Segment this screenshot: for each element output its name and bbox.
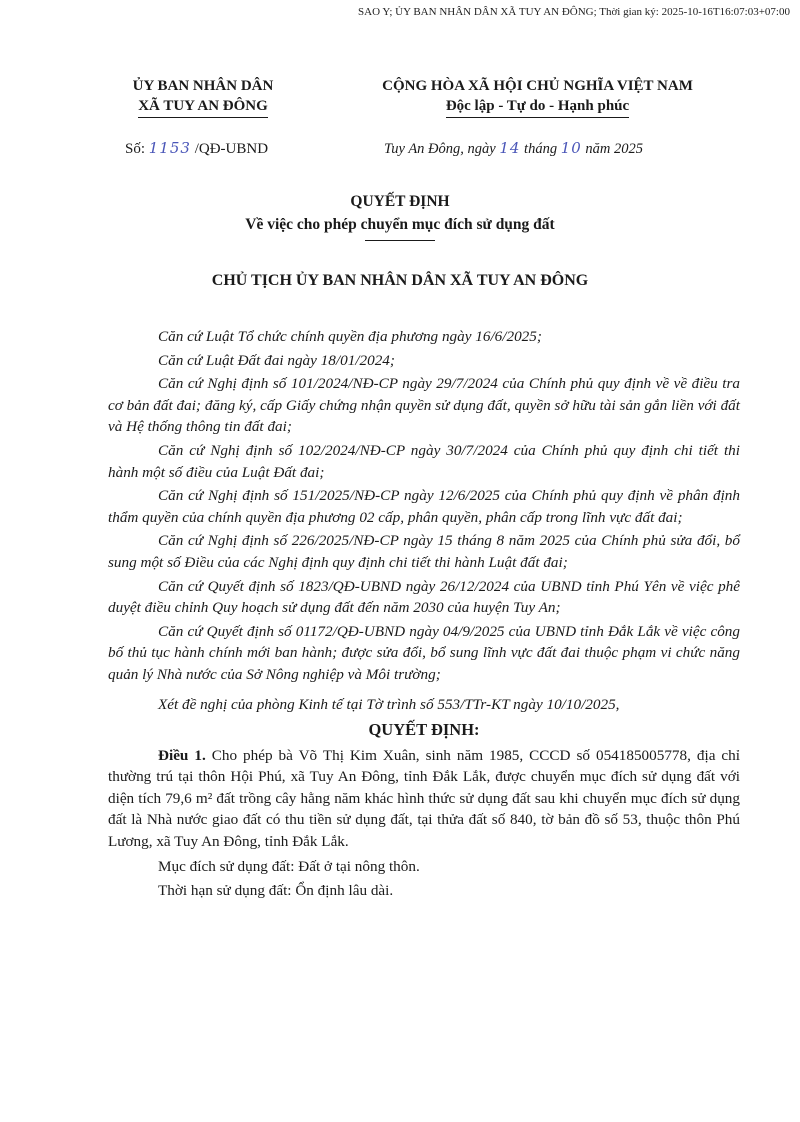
article-1-label: Điều 1. [158,746,206,764]
nation-name: CỘNG HÒA XÃ HỘI CHỦ NGHĨA VIỆT NAM [382,78,693,94]
agency-line-2: XÃ TUY AN ĐÔNG [138,96,268,118]
place-date-text-3: năm 2025 [581,141,644,157]
issuing-authority: CHỦ TỊCH ỦY BAN NHÂN DÂN XÃ TUY AN ĐÔNG [211,272,589,289]
legal-basis-7: Căn cứ Quyết định số 1823/QĐ-UBND ngày 26/12/2024 của UBND tỉnh Phú Yên về việc phê duyệt điều chỉnh Quy hoạch sử dụng đất đến năm 2030 của huyện Tuy An; [108,577,740,617]
legal-basis-5: Căn cứ Nghị định số 151/2025/NĐ-CP ngày 12/6/2025 của Chính phủ quy định về phân định thẩm quyền của chính quyền địa phương 02 cấp, phân quyền, phân cấp trong lĩnh vực đất đai; [108,487,740,526]
legal-basis-4: Căn cứ Nghị định số 102/2024/NĐ-CP ngày 30/7/2024 của Chính phủ quy định chi tiết thi hành một số điều của Luật Đất đai; [108,441,740,481]
legal-basis-3: Căn cứ Nghị định số 101/2024/NĐ-CP ngày 29/7/2024 của Chính phủ quy định về về điều tra cơ bản đất đai; đăng ký, cấp Giấy chứng nhận quyền sử dụng đất, quyền sở hữu tài sản gắn liền với đất và Hệ thống thông tin đất đai; [108,375,740,436]
legal-basis-8: Căn cứ Quyết định số 01172/QĐ-UBND ngày 04/9/2025 của UBND tỉnh Đắk Lắk về việc công bố thủ tục hành chính mới ban hành; được sửa đổi, bổ sung lĩnh vực đất đai thuộc phạm vi chức năng quản lý Nhà nước của Sở Nông nghiệp và Môi trường; [108,622,740,683]
document-number [125,139,268,158]
place-date-text-2: tháng [520,141,561,157]
doc-number-suffix: /QĐ-UBND [190,141,269,157]
place-date-text-1: Tuy An Đông, ngày [384,141,500,157]
national-motto: Độc lập - Tự do - Hạnh phúc [446,96,629,118]
agency-line-1: ỦY BAN NHÂN DÂN [132,78,274,94]
digital-signature-stamp: SAO Y; ỦY BAN NHÂN DÂN XÃ TUY AN ĐÔNG; Thời gian ký: 2025-10-16T16:07:03+07:00 [358,6,790,18]
article-1-text: Cho phép bà Võ Thị Kim Xuân, sinh năm 1985, CCCD số 054185005778, địa chỉ thường trú tại thôn Hội Phú, xã Tuy An Đông, tỉnh Đắk Lắk, được chuyển mục đích sử dụng đất với diện tích 79,6 m² đất trồng cây hằng năm khác hình thức sử dụng đất sau khi chuyển mục đích sử dụng đất là Nhà nước giao đất có thu tiền sử dụng đất, tại thửa đất số 840, tờ bản đồ số 53, thuộc thôn Phú Lương, xã Tuy An Đông, tỉnh Đắk Lắk. [108,746,740,851]
legal-basis-6: Căn cứ Nghị định số 226/2025/NĐ-CP ngày 15 tháng 8 năm 2025 của Chính phủ sửa đổi, bổ sung một số Điều của các Nghị định quy định chi tiết thi hành Luật đất đai; [108,532,740,571]
decision-heading: QUYẾT ĐỊNH: [368,720,480,740]
legal-basis-2: Căn cứ Luật Đất đai ngày 18/01/2024; [158,351,395,369]
handwritten-doc-number: 1153 [148,139,191,157]
national-header [340,76,735,118]
land-use-purpose: Mục đích sử dụng đất: Đất ở tại nông thôn. [158,857,420,875]
legal-basis-1: Căn cứ Luật Tổ chức chính quyền địa phương ngày 16/6/2025; [158,328,542,345]
proposal-reference: Xét đề nghị của phòng Kinh tế tại Tờ trình số 553/TTr-KT ngày 10/10/2025, [158,695,620,713]
land-use-term: Thời hạn sử dụng đất: Ổn định lâu dài. [158,882,394,900]
handwritten-month: 10 [560,139,582,157]
handwritten-day: 14 [499,139,521,157]
document-title: QUYẾT ĐỊNH [350,193,450,210]
subject-underline [365,240,435,241]
doc-number-prefix: Số: [125,141,149,157]
document-subject: Về việc cho phép chuyển mục đích sử dụng đất [245,216,555,233]
issuing-agency [98,76,308,118]
article-1 [108,745,740,853]
document-body [108,326,740,902]
place-and-date [384,139,643,158]
